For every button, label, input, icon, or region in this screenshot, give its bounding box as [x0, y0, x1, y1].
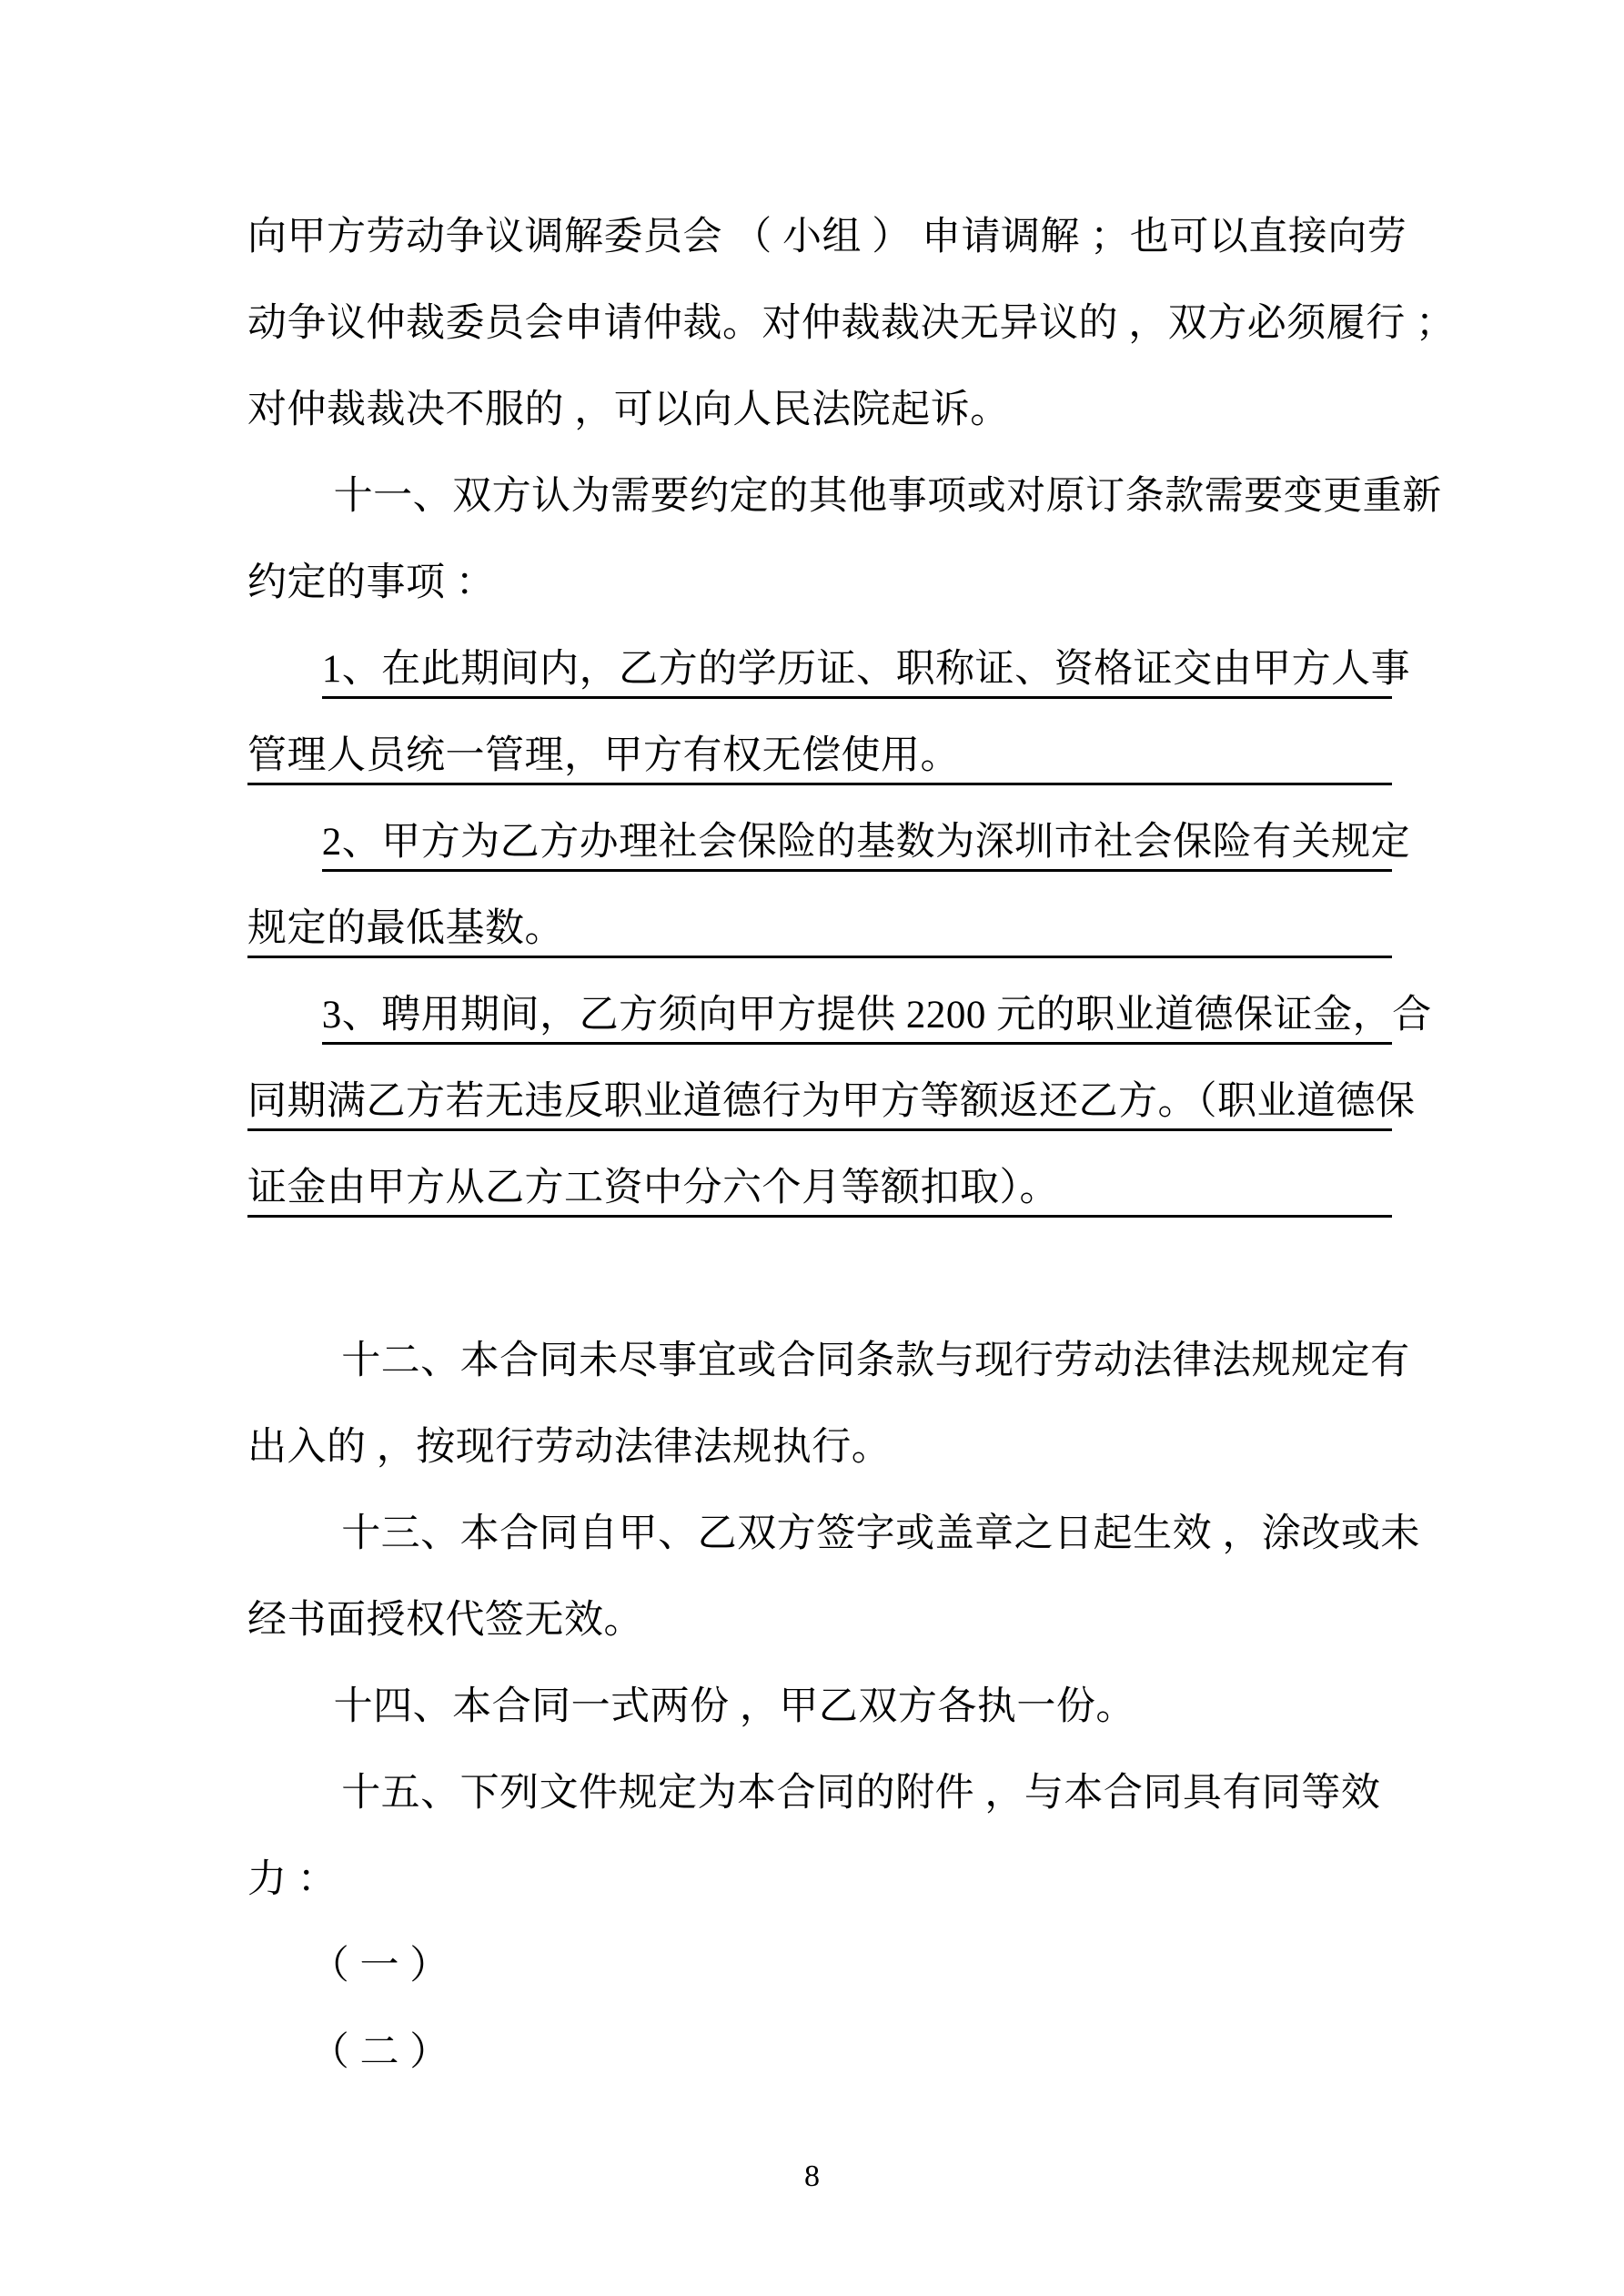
text-line: 十五、下列文件规定为本合同的附件 ，与本合同具有同等效 — [341, 1772, 1381, 1815]
underlined-text-line: 证金由甲方从乙方工资中分六个月等额扣取）。 — [247, 1162, 1392, 1249]
text-line: 动争议仲裁委员会申请仲裁。对仲裁裁决无异议的 ，双方必须履行 ； — [247, 302, 1456, 345]
text-line: 十三、本合同自甲、乙双方签字或盖章之日起生效 ，涂改或未 — [341, 1512, 1420, 1555]
underlined-text-line: 1、在此期间内，乙方的学历证、职称证、资格证交由甲方人事 — [247, 643, 1392, 730]
underlined-text-line: 管理人员统一管理，甲方有权无偿使用。 — [247, 730, 1392, 816]
text-line: 力 ： — [247, 1858, 338, 1901]
underlined-text-line: 2、甲方为乙方办理社会保险的基数为深圳市社会保险有关规定 — [247, 816, 1392, 903]
text-line: 十一、双方认为需要约定的其他事项或对原订条款需要变更重新 — [333, 475, 1442, 518]
blank-line — [247, 1249, 1392, 1335]
text-line: （ 一 ） — [309, 1945, 449, 1988]
text-line: 经书面授权代签无效。 — [247, 1599, 643, 1642]
contract-body — [247, 211, 1456, 2113]
text-line: 向甲方劳动争议调解委员会 （ 小组 ） 申请调解 ；也可以直接向劳 — [247, 216, 1407, 258]
underlined-text-line: 3、聘用期间，乙方须向甲方提供 2200 元的职业道德保证金，合 — [247, 989, 1392, 1076]
text-line: 出入的 ，按现行劳动法律法规执行。 — [247, 1426, 892, 1469]
underlined-text-line: 同期满乙方若无违反职业道德行为甲方等额返还乙方。（职业道德保 — [247, 1076, 1392, 1162]
text-line: 对仲裁裁决不服的 ，可以向人民法院起诉。 — [247, 389, 1010, 431]
text-line: 十二、本合同未尽事宜或合同条款与现行劳动法律法规规定有 — [341, 1340, 1410, 1382]
text-line: 约定的事项 ： — [247, 561, 496, 604]
page-number: 8 — [804, 2159, 820, 2193]
underlined-text-line: 规定的最低基数。 — [247, 903, 1392, 989]
text-line: 十四、本合同一式两份 ，甲乙双方各执一份。 — [333, 1685, 1135, 1728]
text-line: （ 二 ） — [309, 2031, 449, 2074]
